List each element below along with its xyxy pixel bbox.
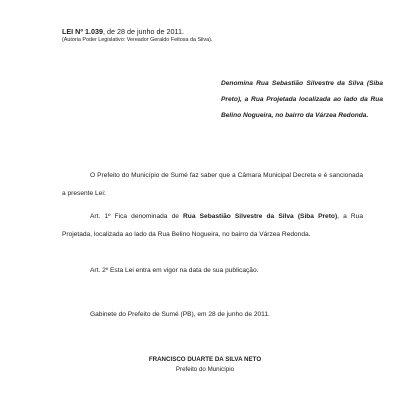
signatory-title: Prefeito do Município: [175, 366, 235, 373]
law-date: , de 28 de junho de 2011.: [102, 27, 184, 36]
author-note: (Autoria Poder Legislativo: Vereador Geraldo Feitosa da Silva).: [62, 37, 213, 43]
article-1-suffix: , a Rua Projetada, localizada ao lado da Rua Belino Nogueira, no bairro da Várzea Redonda.: [62, 213, 363, 238]
signatory-name: FRANCISCO DUARTE DA SILVA NETO: [148, 356, 262, 363]
preamble-paragraph: O Prefeito do Município de Sumé faz saber que a Câmara Municipal Decreta e é sancionada a presente Lei:: [62, 172, 363, 197]
article-1-paragraph: [62, 208, 363, 243]
signature-block: [120, 355, 290, 375]
law-heading: [62, 27, 184, 36]
article-2-paragraph: Art. 2º Esta Lei entra em vigor na data de sua publicação.: [90, 267, 259, 274]
article-1-street-name: Rua Sebastião Silvestre da Silva (Siba Preto): [183, 213, 338, 220]
article-1-prefix: Art. 1º Fica denominada de: [90, 213, 184, 220]
law-number: LEI Nº 1.039: [62, 27, 103, 36]
law-summary: Denomina Rua Sebastião Silvestre da Silva (Siba Preto), a Rua Projetada localizada ao lado da Rua Belino Nogueira, no bairro da Várzea Redonda.: [221, 80, 383, 119]
closing-paragraph: Gabinete do Prefeito de Sumé (PB), em 28 de junho de 2011.: [90, 311, 270, 318]
